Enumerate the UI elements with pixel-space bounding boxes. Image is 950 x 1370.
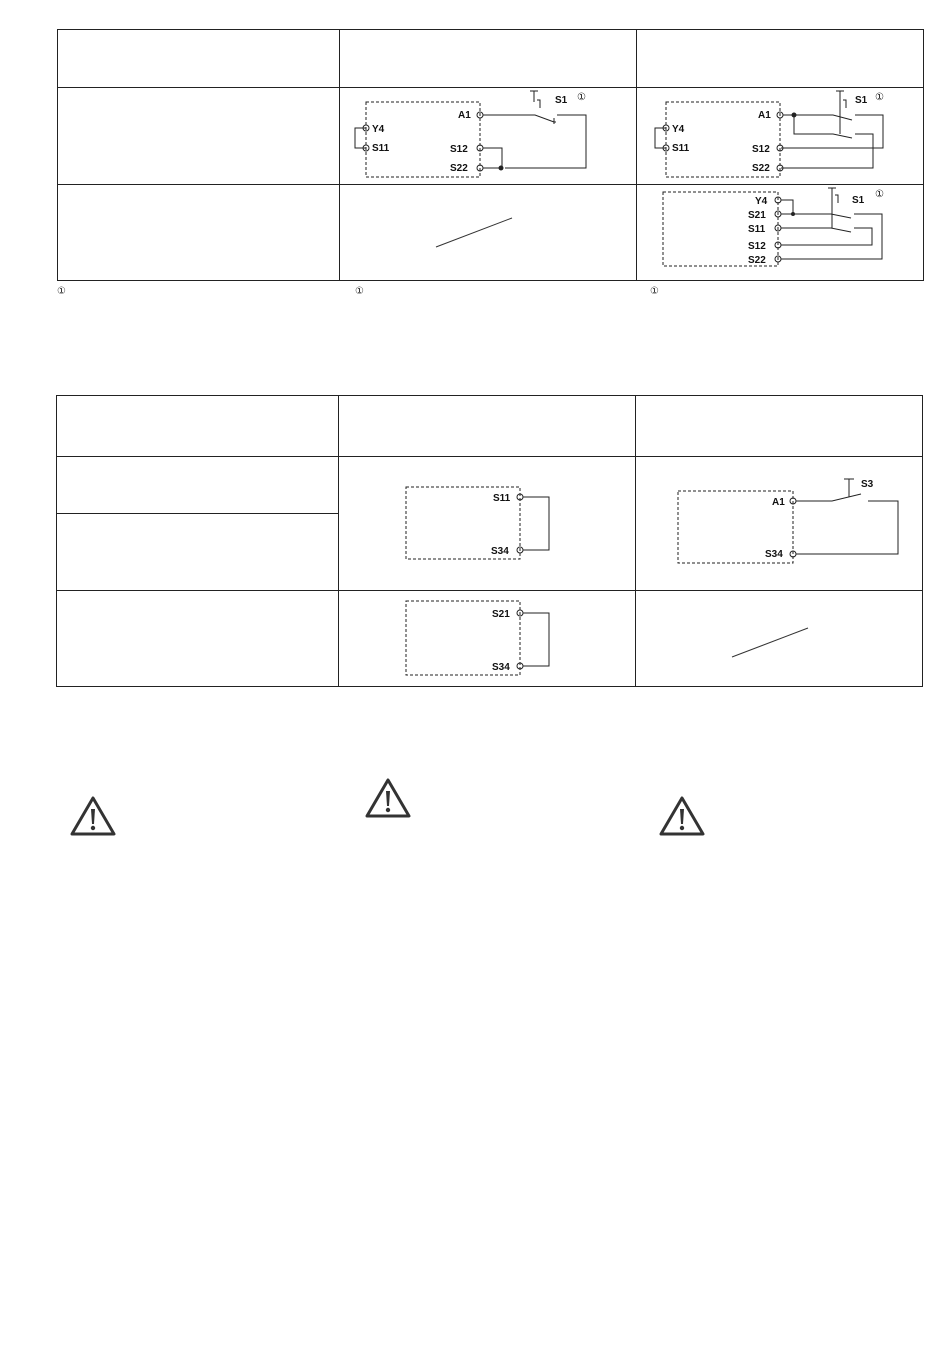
table2-row2-label-cell xyxy=(57,514,339,591)
terminal-label-y4: Y4 xyxy=(372,124,385,135)
terminal-label-s11: S11 xyxy=(493,493,511,504)
table2-row3-diagram-cell-a xyxy=(339,591,636,687)
switch-label-s1: S1 xyxy=(555,95,568,106)
terminal-label-y4: Y4 xyxy=(672,124,685,135)
terminal-label-a1: A1 xyxy=(458,110,471,121)
wiring-diagram-b2 xyxy=(637,185,923,280)
terminal-label-s21: S21 xyxy=(492,609,510,620)
wiring-diagram-a1 xyxy=(340,88,636,184)
table1-row1-label-cell xyxy=(58,88,340,185)
table2-row1-diagram-cell-a xyxy=(339,457,636,591)
warning-triangle-icon xyxy=(363,776,413,820)
terminal-label-s12: S12 xyxy=(450,144,468,155)
table2-row-3 xyxy=(57,591,923,687)
table2-row3-label-cell xyxy=(57,591,339,687)
footnote-1: ① xyxy=(57,286,66,297)
table1-header-cell-3 xyxy=(637,30,924,88)
table2-row1-diagram-cell-b xyxy=(636,457,923,591)
table1-row1-diagram-cell-b xyxy=(637,88,924,185)
not-applicable-slash xyxy=(340,185,636,280)
warning-triangle-icon xyxy=(657,794,707,838)
terminal-label-s34: S34 xyxy=(492,662,510,673)
table2-row3-diagram-cell-b xyxy=(636,591,923,687)
footnote-3: ① xyxy=(650,286,659,297)
not-applicable-slash xyxy=(636,591,922,686)
wiring-diagram-a2 xyxy=(637,88,923,184)
table2-header-row xyxy=(57,396,923,457)
terminal-label-y4: Y4 xyxy=(755,196,768,207)
terminal-label-s11: S11 xyxy=(672,143,690,154)
table1-row2-diagram-cell-a xyxy=(340,185,637,281)
table2-row1-label-cell xyxy=(57,457,339,514)
wiring-table-2 xyxy=(56,395,923,687)
table2-header-cell-3 xyxy=(636,396,923,457)
terminal-label-a1: A1 xyxy=(772,497,785,508)
marker-1: ① xyxy=(875,189,884,200)
table2-row-1 xyxy=(57,457,923,514)
marker-1: ① xyxy=(875,92,884,103)
terminal-label-s12: S12 xyxy=(748,241,766,252)
wiring-diagram-s21-s34 xyxy=(339,591,635,686)
marker-1: ① xyxy=(577,92,586,103)
table1-row2-diagram-cell-b xyxy=(637,185,924,281)
terminal-label-s22: S22 xyxy=(450,163,468,174)
table1-header-row xyxy=(58,30,924,88)
terminal-label-s34: S34 xyxy=(765,549,783,560)
terminal-label-s11: S11 xyxy=(748,224,766,235)
switch-label-s3: S3 xyxy=(861,479,874,490)
warning-triangle-icon xyxy=(68,794,118,838)
table1-row1-diagram-cell-a xyxy=(340,88,637,185)
table2-header-cell-1 xyxy=(57,396,339,457)
wiring-diagram-a1-s34 xyxy=(636,457,922,590)
table2-header-cell-2 xyxy=(339,396,636,457)
table1-row-1 xyxy=(58,88,924,185)
terminal-label-s22: S22 xyxy=(752,163,770,174)
footnote-2: ① xyxy=(355,286,364,297)
terminal-label-s34: S34 xyxy=(491,546,509,557)
table1-row2-label-cell xyxy=(58,185,340,281)
terminal-label-s12: S12 xyxy=(752,144,770,155)
table1-header-cell-2 xyxy=(340,30,637,88)
terminal-label-s22: S22 xyxy=(748,255,766,266)
switch-label-s1: S1 xyxy=(855,95,868,106)
wiring-table-1 xyxy=(57,29,924,281)
terminal-label-s21: S21 xyxy=(748,210,766,221)
switch-label-s1: S1 xyxy=(852,195,865,206)
wiring-diagram-s11-s34 xyxy=(339,457,635,590)
terminal-label-s11: S11 xyxy=(372,143,390,154)
terminal-label-a1: A1 xyxy=(758,110,771,121)
table1-row-2 xyxy=(58,185,924,281)
table1-header-cell-1 xyxy=(58,30,340,88)
